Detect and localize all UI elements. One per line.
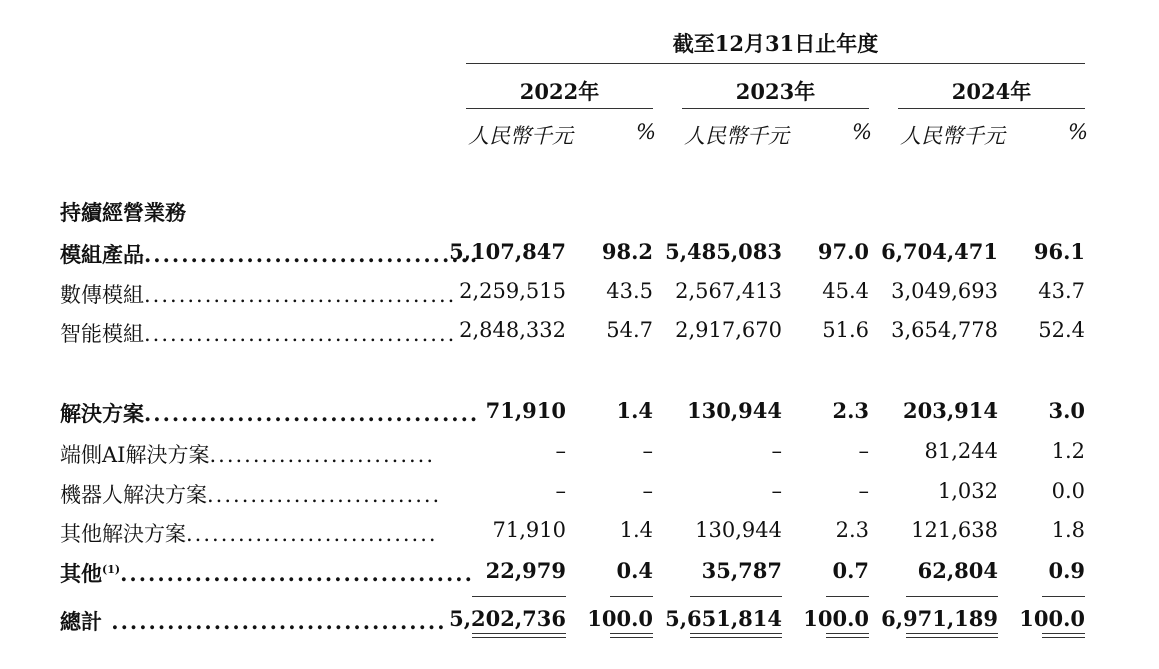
cell-edge-ai-amount-2023: – bbox=[771, 439, 782, 463]
total-double-rule-pct-2023 bbox=[826, 633, 869, 634]
unit-percent-2023: % bbox=[852, 120, 872, 144]
cell-solutions-amount-2024: 203,914 bbox=[903, 398, 998, 423]
row-label-section: 持續經營業務 bbox=[60, 200, 186, 225]
subtotal-rule-pct-2023 bbox=[826, 596, 869, 597]
subtotal-rule-amount-2024 bbox=[906, 596, 998, 597]
subtotal-rule-amount-2023 bbox=[690, 596, 782, 597]
cell-module-products-pct-2024: 96.1 bbox=[1033, 239, 1085, 264]
cell-solutions-pct-2023: 2.3 bbox=[832, 398, 869, 423]
total-double-rule-pct-2023 bbox=[826, 637, 869, 638]
cell-others-pct-2023: 0.7 bbox=[832, 558, 869, 583]
cell-others-pct-2024: 0.9 bbox=[1048, 558, 1085, 583]
row-label-data-module: 數傳模組.................................... bbox=[60, 283, 457, 307]
cell-data-module-amount-2023: 2,567,413 bbox=[675, 279, 782, 303]
cell-robot-pct-2024: 0.0 bbox=[1051, 479, 1085, 503]
total-double-rule-pct-2024 bbox=[1042, 637, 1085, 638]
total-double-rule-pct-2022 bbox=[610, 633, 653, 634]
year-2022: 2022年 bbox=[519, 79, 600, 104]
cell-robot-amount-2024: 1,032 bbox=[937, 479, 998, 503]
row-label-edge-ai: 端側AI解決方案.......................... bbox=[60, 443, 436, 467]
cell-edge-ai-pct-2023: – bbox=[858, 439, 869, 463]
unit-percent-2022: % bbox=[636, 120, 656, 144]
cell-total-amount-2024: 6,971,189 bbox=[881, 606, 998, 631]
total-double-rule-amount-2022 bbox=[472, 637, 566, 638]
row-label-total: 總計 .................................... bbox=[60, 609, 447, 634]
total-double-rule-amount-2024 bbox=[906, 633, 998, 634]
cell-smart-module-amount-2023: 2,917,670 bbox=[675, 318, 782, 342]
row-label-others: 其他$^{(1)}$...................................... bbox=[60, 561, 474, 586]
cell-robot-pct-2023: – bbox=[858, 479, 869, 503]
period-header: 截至12月31日止年度 bbox=[672, 31, 879, 56]
row-label-other-solutions: 其他解決方案............................. bbox=[60, 522, 438, 546]
cell-edge-ai-pct-2024: 1.2 bbox=[1051, 439, 1085, 463]
cell-data-module-pct-2022: 43.5 bbox=[606, 279, 653, 303]
cell-solutions-amount-2023: 130,944 bbox=[687, 398, 782, 423]
unit-currency-2022: 人民幣千元 bbox=[468, 124, 573, 148]
cell-module-products-pct-2023: 97.0 bbox=[817, 239, 869, 264]
cell-others-amount-2024: 62,804 bbox=[917, 558, 998, 583]
row-label-solutions: 解決方案.................................... bbox=[60, 401, 480, 426]
year-rule-2022 bbox=[466, 108, 653, 109]
cell-robot-amount-2023: – bbox=[771, 479, 782, 503]
cell-edge-ai-amount-2024: 81,244 bbox=[924, 439, 998, 463]
cell-smart-module-pct-2022: 54.7 bbox=[606, 318, 653, 342]
cell-total-amount-2023: 5,651,814 bbox=[665, 606, 782, 631]
cell-smart-module-pct-2023: 51.6 bbox=[822, 318, 869, 342]
cell-module-products-amount-2023: 5,485,083 bbox=[665, 239, 782, 264]
unit-currency-2023: 人民幣千元 bbox=[684, 124, 789, 148]
cell-solutions-pct-2024: 3.0 bbox=[1048, 398, 1085, 423]
year-2023: 2023年 bbox=[735, 79, 816, 104]
unit-percent-2024: % bbox=[1068, 120, 1088, 144]
cell-other-solutions-amount-2022: 71,910 bbox=[492, 518, 566, 542]
cell-robot-pct-2022: – bbox=[642, 479, 653, 503]
cell-total-pct-2023: 100.0 bbox=[803, 606, 869, 631]
unit-currency-2024: 人民幣千元 bbox=[900, 124, 1005, 148]
cell-module-products-amount-2024: 6,704,471 bbox=[881, 239, 998, 264]
total-double-rule-amount-2024 bbox=[906, 637, 998, 638]
cell-solutions-amount-2022: 71,910 bbox=[485, 398, 566, 423]
cell-edge-ai-amount-2022: – bbox=[555, 439, 566, 463]
cell-data-module-amount-2024: 3,049,693 bbox=[891, 279, 998, 303]
cell-other-solutions-pct-2023: 2.3 bbox=[835, 518, 869, 542]
cell-other-solutions-amount-2024: 121,638 bbox=[911, 518, 998, 542]
cell-total-amount-2022: 5,202,736 bbox=[449, 606, 566, 631]
cell-other-solutions-pct-2022: 1.4 bbox=[619, 518, 653, 542]
cell-other-solutions-pct-2024: 1.8 bbox=[1051, 518, 1085, 542]
subtotal-rule-pct-2022 bbox=[610, 596, 653, 597]
footnote-marker: (1) bbox=[102, 563, 121, 576]
cell-other-solutions-amount-2023: 130,944 bbox=[695, 518, 782, 542]
row-label-robot: 機器人解決方案........................... bbox=[60, 483, 442, 507]
header-rule bbox=[466, 63, 1085, 64]
cell-total-pct-2022: 100.0 bbox=[587, 606, 653, 631]
cell-module-products-amount-2022: 5,107,847 bbox=[449, 239, 566, 264]
total-double-rule-pct-2022 bbox=[610, 637, 653, 638]
row-label-smart-module: 智能模組.................................... bbox=[60, 322, 457, 346]
cell-edge-ai-pct-2022: – bbox=[642, 439, 653, 463]
subtotal-rule-amount-2022 bbox=[472, 596, 566, 597]
subtotal-rule-pct-2024 bbox=[1042, 596, 1085, 597]
cell-others-pct-2022: 0.4 bbox=[616, 558, 653, 583]
cell-smart-module-amount-2022: 2,848,332 bbox=[459, 318, 566, 342]
cell-smart-module-amount-2024: 3,654,778 bbox=[891, 318, 998, 342]
cell-data-module-pct-2024: 43.7 bbox=[1038, 279, 1085, 303]
cell-module-products-pct-2022: 98.2 bbox=[601, 239, 653, 264]
cell-solutions-pct-2022: 1.4 bbox=[616, 398, 653, 423]
row-label-module-products: 模組產品.................................... bbox=[60, 242, 480, 267]
year-2024: 2024年 bbox=[951, 79, 1032, 104]
cell-data-module-pct-2023: 45.4 bbox=[822, 279, 869, 303]
total-double-rule-amount-2023 bbox=[690, 637, 782, 638]
year-rule-2023 bbox=[682, 108, 869, 109]
year-rule-2024 bbox=[898, 108, 1085, 109]
cell-smart-module-pct-2024: 52.4 bbox=[1038, 318, 1085, 342]
total-double-rule-pct-2024 bbox=[1042, 633, 1085, 634]
total-double-rule-amount-2023 bbox=[690, 633, 782, 634]
cell-others-amount-2023: 35,787 bbox=[701, 558, 782, 583]
cell-others-amount-2022: 22,979 bbox=[485, 558, 566, 583]
cell-robot-amount-2022: – bbox=[555, 479, 566, 503]
cell-total-pct-2024: 100.0 bbox=[1019, 606, 1085, 631]
cell-data-module-amount-2022: 2,259,515 bbox=[459, 279, 566, 303]
total-double-rule-amount-2022 bbox=[472, 633, 566, 634]
